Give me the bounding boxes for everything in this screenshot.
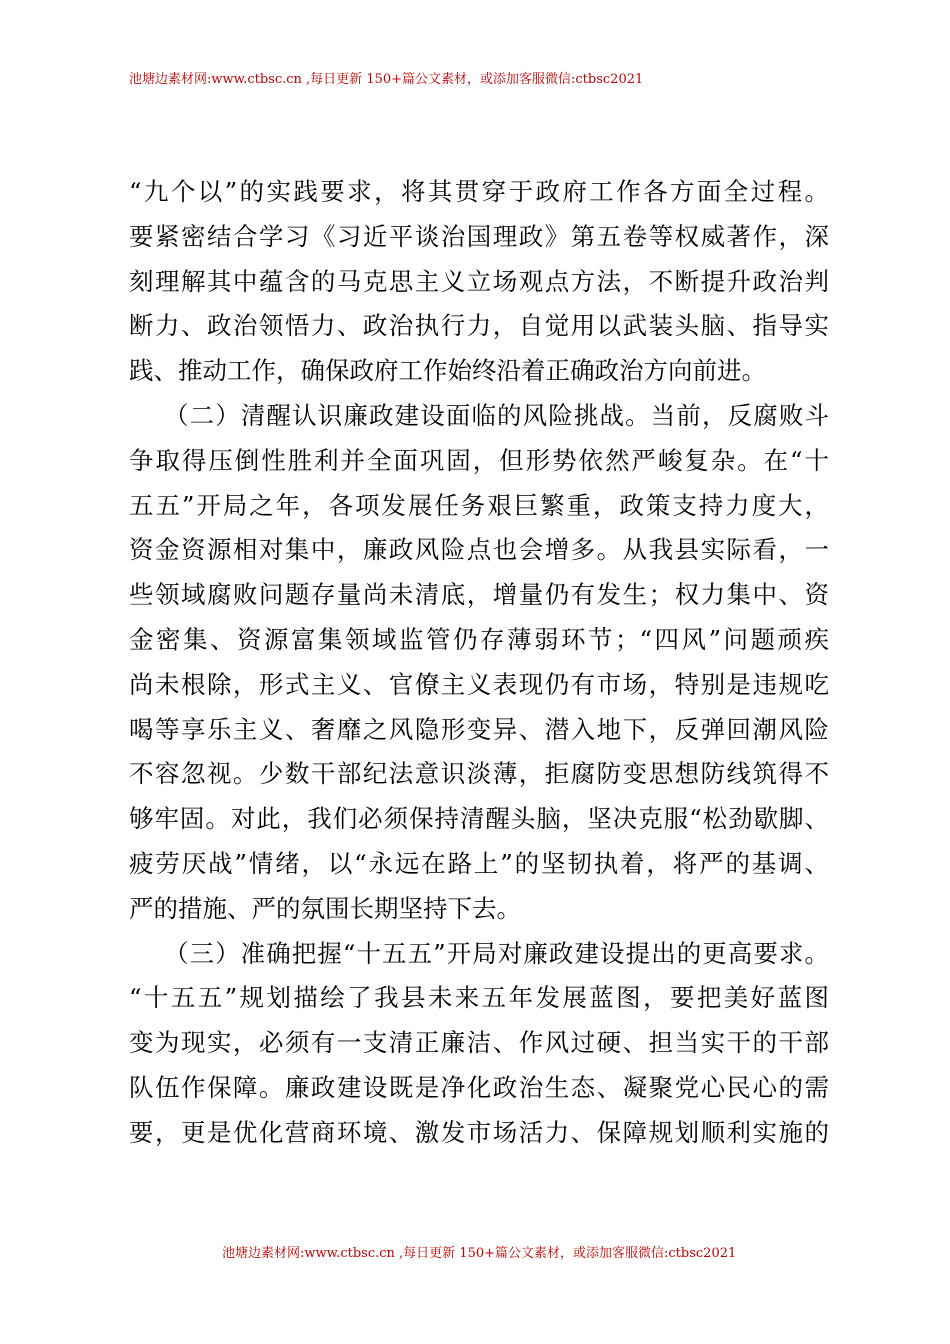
section-heading-line: （三）准确把握“十五五”开局对廉政建设提出的更高要求。	[164, 938, 829, 968]
body-line: 断力、政治领悟力、政治执行力，自觉用以武装头脑、指导实	[129, 311, 829, 341]
body-line: 队伍作保障。廉政建设既是净化政治生态、凝聚党心民心的需	[129, 1072, 829, 1102]
body-line: 严的措施、严的氛围长期坚持下去。	[129, 893, 521, 923]
section-heading-line: （二）清醒认识廉政建设面临的风险挑战。当前，反腐败斗	[164, 400, 829, 430]
body-line: 刻理解其中蕴含的马克思主义立场观点方法，不断提升政治判	[129, 266, 829, 296]
body-line: “九个以”的实践要求，将其贯穿于政府工作各方面全过程。	[129, 177, 829, 206]
body-line: 要紧密结合学习《习近平谈治国理政》第五卷等权威著作，深	[129, 221, 829, 251]
body-line: 变为现实，必须有一支清正廉洁、作风过硬、担当实干的干部	[129, 1028, 829, 1058]
body-line: 金密集、资源富集领域监管仍存薄弱环节；“四风”问题顽疾	[129, 624, 829, 654]
body-line: 资金资源相对集中，廉政风险点也会增多。从我县实际看，一	[129, 535, 829, 565]
body-line: 要，更是优化营商环境、激发市场活力、保障规划顺利实施的	[129, 1117, 829, 1147]
body-line: 不容忽视。少数干部纪法意识淡薄，拒腐防变思想防线筑得不	[129, 759, 829, 789]
footer-watermark: 池塘边素材网:www.ctbsc.cn ,每日更新 150+篇公文素材，或添加客服微信:ctbsc2021	[222, 1246, 737, 1261]
body-line: “十五五”规划描绘了我县未来五年发展蓝图，要把美好蓝图	[129, 983, 829, 1013]
body-line: 尚未根除，形式主义、官僚主义表现仍有市场，特别是违规吃	[129, 669, 829, 699]
header-watermark: 池塘边素材网:www.ctbsc.cn ,每日更新 150+篇公文素材，或添加客服微信:ctbsc2021	[129, 72, 644, 87]
body-line: 疲劳厌战”情绪，以“永远在路上”的坚韧执着，将严的基调、	[129, 848, 829, 878]
body-line: 够牢固。对此，我们必须保持清醒头脑，坚决克服“松劲歇脚、	[129, 804, 829, 834]
document-body	[129, 170, 829, 1156]
body-line: 些领域腐败问题存量尚未清底，增量仍有发生；权力集中、资	[129, 580, 829, 610]
body-line: 践、推动工作，确保政府工作始终沿着正确政治方向前进。	[129, 356, 766, 386]
body-line: 五五”开局之年，各项发展任务艰巨繁重，政策支持力度大，	[129, 490, 829, 520]
body-line: 争取得压倒性胜利并全面巩固，但形势依然严峻复杂。在“十	[129, 445, 829, 475]
body-line: 喝等享乐主义、奢靡之风隐形变异、潜入地下，反弹回潮风险	[129, 714, 829, 744]
